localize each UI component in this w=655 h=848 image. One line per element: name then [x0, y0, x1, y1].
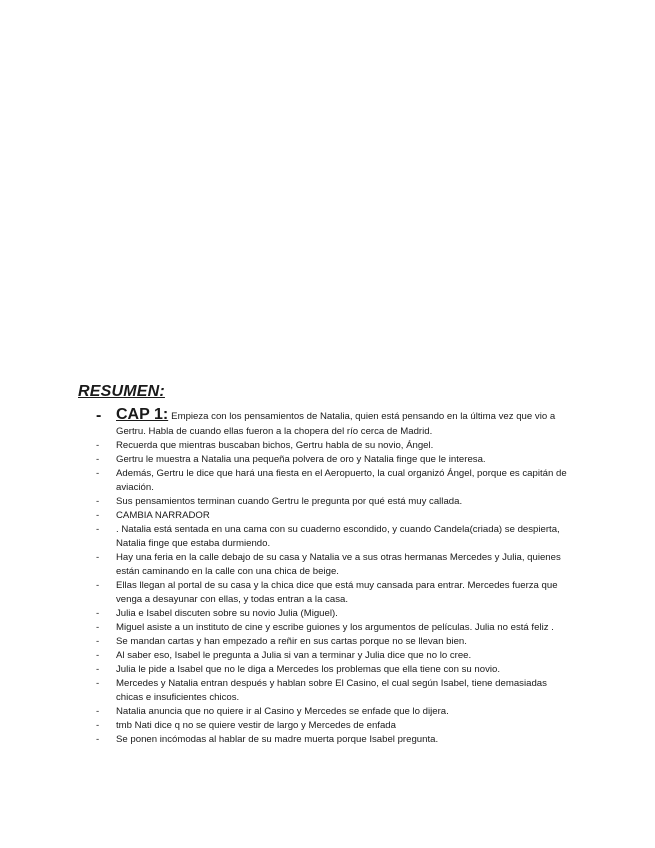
list-item — [0, 733, 655, 747]
list-item-text: Se mandan cartas y han empezado a reñir en sus cartas porque no se llevan bien. — [116, 636, 467, 647]
list-bullet: - — [96, 552, 100, 563]
list-item — [0, 495, 655, 509]
list-item-text: Empieza con los pensamientos de Natalia, quien está pensando en la última vez que vio a Gertru. Habla de cuando ellas fueron a la chopera del río cerca de Madrid. — [116, 411, 556, 437]
list-item — [0, 467, 655, 495]
list-item — [0, 621, 655, 635]
list-item-text: Ellas llegan al portal de su casa y la chica dice que está muy cansada para entrar. Mercedes fuerza que venga a desayunar con ellas, y todas entran a la casa. — [116, 580, 558, 605]
list-item-text: CAMBIA NARRADOR — [116, 510, 210, 521]
list-item-text: Al saber eso, Isabel le pregunta a Julia si van a terminar y Julia dice que no lo cree. — [116, 650, 472, 661]
list-bullet: - — [96, 468, 100, 479]
chapter-label: CAP 1: — [116, 406, 169, 423]
list-item — [0, 551, 655, 579]
list-item — [0, 663, 655, 677]
list-item-text: Miguel asiste a un instituto de cine y escribe guiones y los argumentos de películas. Julia no está feliz . — [116, 622, 554, 633]
list-item-text: Sus pensamientos terminan cuando Gertru le pregunta por qué está muy callada. — [116, 496, 463, 507]
list-item-text: Se ponen incómodas al hablar de su madre muerta porque Isabel pregunta. — [116, 734, 439, 745]
summary-list — [0, 405, 655, 747]
list-bullet: - — [96, 608, 100, 619]
list-item-text: Julia le pide a Isabel que no le diga a Mercedes los problemas que ella tiene con su novio. — [116, 664, 500, 675]
list-item — [0, 523, 655, 551]
list-item-text: Recuerda que mientras buscaban bichos, Gertru habla de su novio, Ángel. — [116, 440, 434, 451]
list-item — [0, 405, 655, 439]
list-bullet: - — [96, 440, 100, 451]
list-bullet: - — [96, 734, 100, 745]
list-item — [0, 719, 655, 733]
list-bullet: - — [96, 407, 102, 424]
list-item-text: Gertru le muestra a Natalia una pequeña polvera de oro y Natalia finge que le interesa. — [116, 454, 486, 465]
list-item-text: Natalia anuncia que no quiere ir al Casino y Mercedes se enfade que lo dijera. — [116, 706, 449, 717]
list-item-text: Hay una feria en la calle debajo de su casa y Natalia ve a sus otras hermanas Mercedes y Julia, quienes están caminando en la calle con una chica de beige. — [116, 552, 561, 577]
list-bullet: - — [96, 706, 100, 717]
list-bullet: - — [96, 510, 100, 521]
list-bullet: - — [96, 622, 100, 633]
list-item — [0, 635, 655, 649]
list-bullet: - — [96, 496, 100, 507]
list-item — [0, 453, 655, 467]
list-bullet: - — [96, 580, 100, 591]
list-bullet: - — [96, 678, 100, 689]
list-item-text: Julia e Isabel discuten sobre su novio Julia (Miguel). — [116, 608, 338, 619]
summary-heading: RESUMEN: — [78, 383, 165, 400]
list-bullet: - — [96, 524, 100, 535]
list-item — [0, 439, 655, 453]
list-item — [0, 509, 655, 523]
list-bullet: - — [96, 636, 100, 647]
list-item-text: Además, Gertru le dice que hará una fiesta en el Aeropuerto, la cual organizó Ángel, porque es capitán de aviación. — [116, 468, 567, 493]
list-item-text: Mercedes y Natalia entran después y hablan sobre El Casino, el cual según Isabel, tiene demasiadas chicas e insuficientes chicos. — [116, 678, 547, 703]
list-item-text: tmb Nati dice q no se quiere vestir de largo y Mercedes de enfada — [116, 720, 396, 731]
list-bullet: - — [96, 664, 100, 675]
list-item — [0, 579, 655, 607]
list-bullet: - — [96, 720, 100, 731]
list-item — [0, 677, 655, 705]
list-bullet: - — [96, 454, 100, 465]
list-item-text: . Natalia está sentada en una cama con su cuaderno escondido, y cuando Candela(criada) se despierta, Natalia finge que estaba durmiendo. — [116, 524, 560, 549]
list-bullet: - — [96, 650, 100, 661]
list-item — [0, 649, 655, 663]
list-item — [0, 705, 655, 719]
list-item — [0, 607, 655, 621]
